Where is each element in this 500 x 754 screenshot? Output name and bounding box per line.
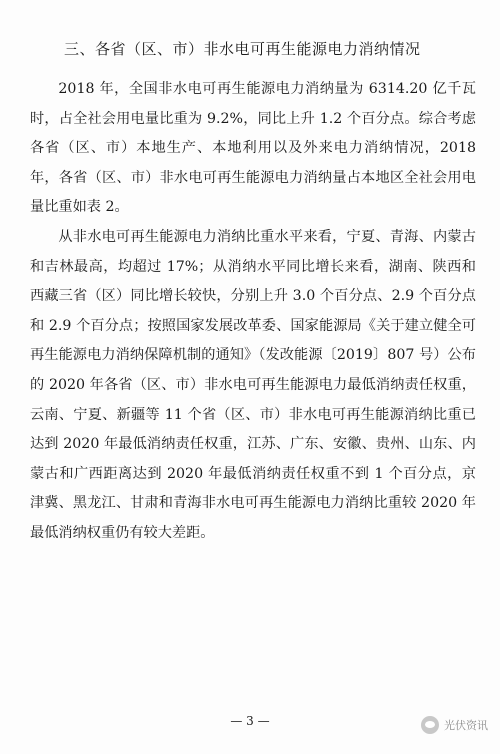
paragraph-2: 从非水电可再生能源电力消纳比重水平来看，宁夏、青海、内蒙古和吉林最高，均超过 17%；从消纳水平同比增长来看，湖南、陕西和西藏三省（区）同比增长较快，分别上升 3.0 个百分点、2.9 个百分点和 2.9 个百分点；按照国家发展改革委、国家能源局《关于建立健全可再生能源电力消纳保障机制的通知》（发改能源〔2019〕807 号）公布的 2020 年各省（区、市）非水电可再生能源电力最低消纳责任权重，云南、宁夏、新疆等 11 个省（区、市）非水电可再生能源消纳比重已达到 2020 年最低消纳责任权重，江苏、广东、安徽、贵州、山东、内蒙古和广西距离达到 2020 年最低消纳责任权重不到 1 个百分点，京津冀、黑龙江、甘肃和青海非水电可再生能源电力消纳比重较 2020 年最低消纳权重仍有较大差距。 [30, 228, 476, 541]
page-number: — 3 — [230, 714, 270, 728]
wechat-icon [421, 716, 439, 734]
paragraph-1: 2018 年，全国非水电可再生能源电力消纳量为 6314.20 亿千瓦时，占全社会用电量比重为 9.2%，同比上升 1.2 个百分点。综合考虑各省（区、市）本地生产、本地利用以及外来电力消纳情况，2018 年，各省（区、市）非水电可再生能源电力消纳量占本地区全社会用电量比重如表 2。 [30, 81, 476, 216]
body-text [30, 75, 476, 549]
watermark [421, 716, 488, 734]
section-heading: 三、各省（区、市）非水电可再生能源电力消纳情况 [64, 40, 421, 58]
watermark-text: 光伏资讯 [444, 719, 488, 732]
